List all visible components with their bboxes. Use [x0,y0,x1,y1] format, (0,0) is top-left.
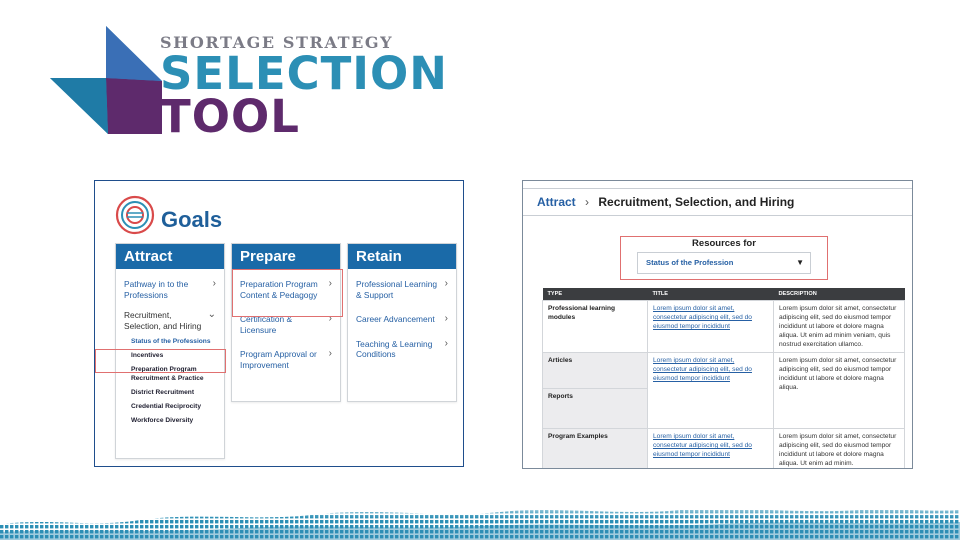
resources-for-box [620,236,828,280]
resources-panel [522,180,913,469]
chevron-right-icon: › [444,278,448,289]
breadcrumb-current: Recruitment, Selection, and Hiring [598,195,795,209]
goal-item-conditions[interactable] [348,339,456,360]
sub-item-prep-recruitment[interactable]: Preparation Program Recruitment & Practice [131,366,204,382]
goal-item-label: Program Approval or Improvement [240,349,317,370]
goal-item-label: Preparation Program Content & Pedagogy [240,279,318,300]
chevron-right-icon: › [444,337,448,349]
logo-line-2: TOOL [160,90,300,143]
chevron-right-icon: › [212,278,216,289]
resource-description: Lorem ipsum dolor sit amet, consectetur adipiscing elit, sed do eiusmod tempor incididunt ut labore et dolore magna aliqua. Ut enim ad minim. [774,429,905,470]
target-icon [115,195,155,235]
column-header-retain[interactable]: Retain [348,244,456,269]
sub-item-incentives[interactable]: Incentives [131,352,164,359]
resource-title-link[interactable]: Lorem ipsum dolor sit amet, consectetur adipiscing elit, sed do eiusmod tempor incididunt [648,429,774,470]
goal-item-label: Recruitment, Selection, and Hiring [124,310,202,331]
type-cell: Professional learning modules [543,301,648,353]
column-retain [347,243,457,402]
table-row [543,301,905,353]
sub-item-reciprocity[interactable]: Credential Reciprocity [131,403,201,410]
logo-small-text: SHORTAGE STRATEGY [160,33,394,52]
goal-item-pathway[interactable] [116,279,224,300]
resources-table [542,288,905,469]
halftone-band [0,500,960,540]
chevron-right-icon: › [444,313,448,324]
goals-title: Goals [161,207,223,232]
column-header-description: DESCRIPTION [774,288,905,301]
resource-description: Lorem ipsum dolor sit amet, consectetur adipiscing elit, sed do eiusmod tempor incididunt ut labore et dolore magna aliqua. Ut enim ad minim veniam, quis nostrud exercitation ullamco. [774,301,905,353]
table-header-row [543,288,905,301]
column-header-type: TYPE [543,288,648,301]
caret-down-icon: ▼ [796,258,804,267]
goal-item-label: Career Advancement [356,314,435,324]
resources-select[interactable] [637,252,811,274]
logo-mark-icon [50,26,162,138]
sub-item-diversity[interactable]: Workforce Diversity [131,417,194,424]
table-row [543,353,905,389]
goal-item-label: Pathway in to the Professions [124,279,189,300]
goal-item-recruitment[interactable] [116,310,224,331]
logo [50,26,448,143]
type-cell [543,353,648,389]
goal-item-career[interactable] [348,314,456,325]
breadcrumb-link-attract[interactable]: Attract [537,195,576,209]
resource-title-link[interactable]: Lorem ipsum dolor sit amet, consectetur adipiscing elit, sed do eiusmod tempor incididunt [648,353,774,429]
column-prepare [231,243,341,402]
type-cell: Program Examples [543,429,648,470]
sub-item-status[interactable]: Status of the Professions [131,338,211,345]
type-label-articles: Articles [548,357,573,364]
resource-title-link[interactable]: Lorem ipsum dolor sit amet, consectetur adipiscing elit, sed do eiusmod tempor incididunt [648,301,774,353]
chevron-right-icon: › [328,348,332,359]
goal-item-label: Certification & Licensure [240,314,293,335]
type-cell: Reports [543,389,648,429]
goal-item-label: Professional Learning & Support [356,279,438,300]
goal-item-program-approval[interactable] [232,349,340,370]
goal-item-professional-learning[interactable] [348,279,456,300]
resources-for-label: Resources for [692,238,756,249]
goal-item-certification[interactable] [232,314,340,335]
breadcrumb-separator-icon: › [585,195,590,209]
goal-item-label: Teaching & Learning Conditions [356,338,433,359]
logo-line-1: SELECTION [160,47,448,100]
column-header-title: TITLE [648,288,774,301]
logo-text [160,33,448,143]
chevron-down-icon: ⌄ [207,309,216,320]
table-row [543,429,905,470]
chevron-right-icon: › [328,313,332,324]
sub-list [116,337,224,425]
column-header-attract[interactable]: Attract [116,244,224,269]
goal-item-prep-content[interactable] [232,279,340,300]
column-attract [115,243,225,459]
column-header-prepare[interactable]: Prepare [232,244,340,269]
goals-panel [94,180,464,467]
resources-select-value: Status of the Profession [646,258,734,267]
sub-item-district[interactable]: District Recruitment [131,389,195,396]
chevron-right-icon: › [328,278,332,289]
breadcrumb [523,188,912,216]
resource-description: Lorem ipsum dolor sit amet, consectetur adipiscing elit, sed do eiusmod tempor incididunt ut labore et dolore magna aliqua. [774,353,905,429]
